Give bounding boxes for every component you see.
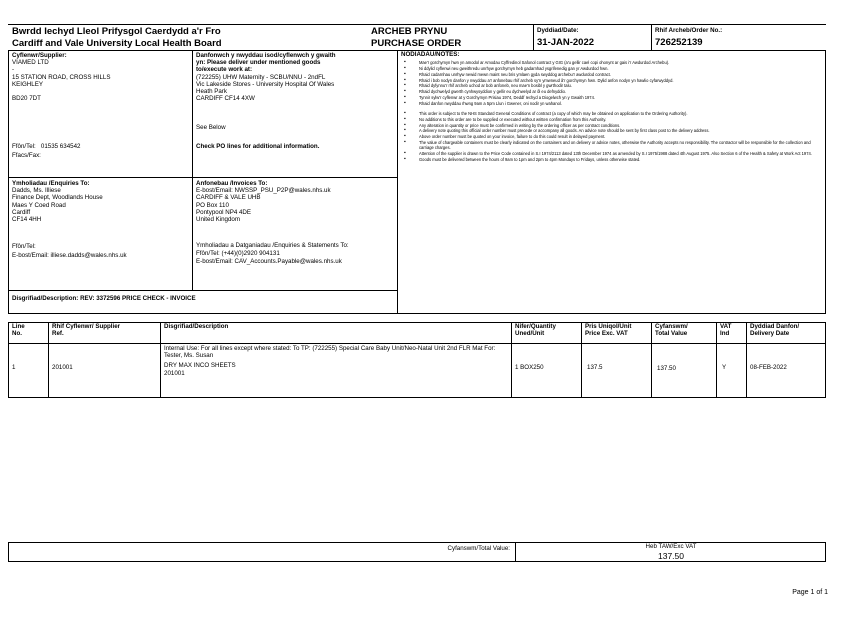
note-welsh-item: ▪ Ni ddylid cyflenwi neu gweithredu unrhyw gorchymyn heb gadarnhad ysgrifenedig gan yr Awdurdod hwn. (401, 66, 823, 71)
invoices-section (196, 180, 394, 223)
note-welsh-item: ▪ Mae'r gorchymyn hwn yn amodol ar Amodau Cyffredinol Safonol contract y GIG (a'u gellir cael copi ohonynt ar gais i'r Awdurdod Archebu). (401, 60, 823, 65)
org-name-english: Cardiff and Vale University Local Health Board (12, 38, 222, 49)
date-value: 31-JAN-2022 (537, 37, 595, 48)
supplier-line-2: - (12, 66, 15, 74)
note-english-item: ▪ The value of chargeable containers must be clearly indicated on the containers and on delivery or advice notes, otherwise the Authority accepts no responsibility. The contractor will be responsible for the collection and carriage charges. (401, 140, 823, 150)
statements-phone: Ffôn/Tel: (+44)(0)2920 904131 (196, 250, 280, 257)
vertical-divider-notes (397, 50, 398, 314)
col-divider (581, 322, 582, 398)
col-divider (716, 322, 717, 398)
row-vat: Y (722, 364, 727, 371)
enquiries-contact: Dadds, Ms. Illiese (12, 187, 61, 195)
supplier-postcode: BD20 7DT (12, 95, 41, 103)
notes-label: NODIADAU/NOTES: (401, 51, 460, 58)
row-supplier-ref: 201001 (52, 364, 73, 371)
delivery-label-3: to/execute work at: (196, 66, 253, 74)
excl-vat-label: Heb TAW/Exc VAT (645, 543, 697, 550)
doc-title-english: PURCHASE ORDER (371, 38, 462, 49)
enquiries-road: Maes Y Coed Road (12, 201, 66, 209)
supplier-section (12, 52, 190, 102)
row-internal-use: Internal Use: For all lines except where stated: To TP: (722255) Special Care Baby Unit/Neo-Natal Unit 2nd FLR Mat For: Tester, Ms. Susan (164, 345, 497, 360)
date-label: Dyddiad/Date: (537, 27, 579, 34)
enquiries-dept: Finance Dept, Woodlands House (12, 194, 103, 202)
supplier-label: Cyflenwr/Supplier: (12, 52, 67, 59)
note-english-item: ▪ No additions to this order are to be supplied or executed without written confirmation from this Authority. (401, 117, 823, 122)
horizontal-divider-desc (8, 290, 398, 291)
col-header-unit-price: Pris Uniqol/Unit Price Exc. VAT (585, 323, 632, 338)
col-header-quantity: Nifer/Quantity Uned/Unit (515, 323, 556, 338)
col-divider (48, 322, 49, 398)
note-welsh-item: ▪ Tynnir sylw'r cyflenwr at y Gorchymyn Prisiau 1974, Deddf Iechyd a Diogelwch yn y Gwaith 1974. (401, 95, 823, 100)
enquiries-email[interactable]: E-bost/Email: illiese.dadds@wales.nhs.uk (12, 252, 127, 259)
supplier-name: VIAMED LTD (12, 59, 49, 67)
note-welsh-item: ▪ Rhaid danfon nwyddau rhwng 9am a 5pm Llun i Gwener, oni nodir yn wahanol. (401, 101, 823, 106)
col-header-line-no: Line No. (12, 323, 25, 338)
delivery-address-1: (722255) UHW Maternity - SCBU/NNU - 2ndFL (196, 73, 326, 81)
invoices-label: Anfonebau /Invoices To: (196, 180, 268, 187)
supplier-town: KEIGHLEY (12, 80, 43, 88)
note-english-item: ▪ Attention of the supplier is drawn to the Price Code contained in S.I 1974/2113 dated 13th December 1974 as amended by S.I 1975/1988 dated 4th August 1975. Also Section 6 of the Health & Safety at Work Act 1974. (401, 151, 823, 156)
row-description: DRY MAX INCO SHEETS (164, 362, 236, 369)
col-header-delivery-date: Dyddiad Danfon/ Delivery Date (750, 323, 800, 338)
col-header-description: Disgrifiad/Description (164, 323, 229, 330)
row-description-ref: 201001 (164, 370, 185, 377)
invoices-town: Pontypool NP4 4DE (196, 208, 252, 216)
delivery-label-2: yn: Please deliver under mentioned goods (196, 59, 321, 67)
invoices-pobox: PO Box 110 (196, 201, 229, 209)
enquiries-phone: Ffôn/Tel: (12, 243, 36, 250)
note-english-item: ▪ A delivery note quoting this official order number must precede or accompany all goods. An advice note should be sent by first class post to the delivery address. (401, 128, 823, 133)
invoices-email[interactable]: E-bost/Email: NWSSP_PSU_P2P@wales.nhs.uk (196, 187, 331, 195)
supplier-phone: Ffôn/Tel: 01535 634542 (12, 143, 81, 150)
page-number: Page 1 of 1 (792, 589, 828, 596)
note-english-item: ▪ Above order number must be quoted on your invoice, failure to do this could result in delayed payment. (401, 134, 823, 139)
col-divider (651, 322, 652, 398)
delivery-see-below: See Below (196, 124, 226, 131)
row-unit-price: 137.5 (587, 364, 603, 371)
delivery-address-3: Heath Park (196, 88, 227, 96)
col-divider (746, 322, 747, 398)
enquiries-label: Ymholiadau /Enquiries To: (12, 180, 90, 187)
horizontal-divider-mid (8, 177, 398, 178)
col-header-supplier-ref: Rhif Cyflenwr/ Supplier Ref. (52, 323, 121, 338)
note-welsh-item: ▪ Rhaid dyfynnu'r rhif archeb uchod ar bob anfoneb, neu mae'n bosibl y gwrthodir talu. (401, 83, 823, 88)
row-total: 137.50 (657, 365, 676, 372)
col-header-vat: VAT Ind (720, 323, 732, 338)
table-header-divider (8, 343, 826, 344)
col-divider (511, 322, 512, 398)
doc-title-welsh: ARCHEB PRYNU (371, 26, 448, 37)
supplier-blank (12, 88, 190, 95)
delivery-address-2: Vic Lakeside Stores - University Hospital Of Wales (196, 80, 335, 88)
vertical-divider-left (192, 50, 193, 290)
note-welsh-item: ▪ Rhaid i bob nodyn danfon y nwyddau a'r anfonebau rhif archeb sy'n ymwneud â'r gorchymyn hwn. Dylid anfon nodyn yn hawlio cyfarwyddyd. (401, 78, 823, 83)
enquiries-postcode: CF14 4HH (12, 216, 42, 224)
note-welsh-item: ▪ Rhaid dychwelyd gwerth cynhwysyddion y gellir eu dychwelyd ar ôl eu defnyddio. (401, 89, 823, 94)
total-label: Cyfanswm/Total Value: (447, 545, 510, 552)
invoices-country: United Kingdom (196, 216, 241, 224)
row-quantity: 1 BOX250 (515, 364, 544, 371)
row-line-no: 1 (12, 364, 16, 371)
notes-english-list (401, 111, 823, 162)
row-delivery-date: 08-FEB-2022 (750, 364, 787, 371)
col-header-total: Cyfanswm/ Total Value (655, 323, 688, 338)
org-name-welsh: Bwrdd Iechyd Lleol Prifysgol Caerdydd a'r Fro (12, 26, 221, 37)
note-english-item: ▪ Any alteration in quantity or price must be confirmed in writing by the ordering officer as per contract conditions. (401, 123, 823, 128)
note-welsh-item: ▪ Rhaid cadarnhau unrhyw newid mewn maint neu bris ymlaen gyda swyddog archebu'r awdurdod contract. (401, 72, 823, 77)
delivery-check-note: Check PO lines for additional information. (196, 143, 320, 150)
supplier-fax: Ffacs/Fax: (12, 152, 41, 159)
notes-section (401, 51, 823, 163)
col-divider (160, 322, 161, 398)
delivery-label-1: Danfonwch y nwyddau isod/cyflenwch y gwaith (196, 52, 336, 59)
statements-label: Ymholiadau a Datganiadau /Enquiries & Statements To: (196, 242, 349, 249)
enquiries-section (12, 180, 190, 223)
invoices-org: CARDIFF & VALE UHB (196, 194, 261, 202)
order-no-value: 726252139 (655, 37, 703, 48)
delivery-address-4: CARDIFF CF14 4XW (196, 95, 255, 103)
note-english-item: ▪ This order is subject to the NHS Standard General Conditions of contract (a copy of which may be obtained on application to the Ordering Authority). (401, 111, 823, 116)
supplier-street: 15 STATION ROAD, CROSS HILLS (12, 73, 111, 81)
total-value: 137.50 (658, 551, 684, 561)
notes-welsh-list (401, 60, 823, 106)
enquiries-city: Cardiff (12, 208, 31, 216)
delivery-section (196, 52, 394, 102)
order-no-label: Rhif Archeb/Order No.: (655, 27, 723, 34)
order-description: Disgrifiad/Description: REV: 3372596 PRICE CHECK - INVOICE (12, 295, 196, 302)
note-english-item: ▪ Goods must be delivered between the hours of 9am to 1pm and 2pm to 4pm Mondays to Fridays, unless otherwise stated. (401, 157, 823, 162)
statements-email[interactable]: E-bost/Email: CAV_Accounts.Payable@wales.nhs.uk (196, 258, 342, 265)
